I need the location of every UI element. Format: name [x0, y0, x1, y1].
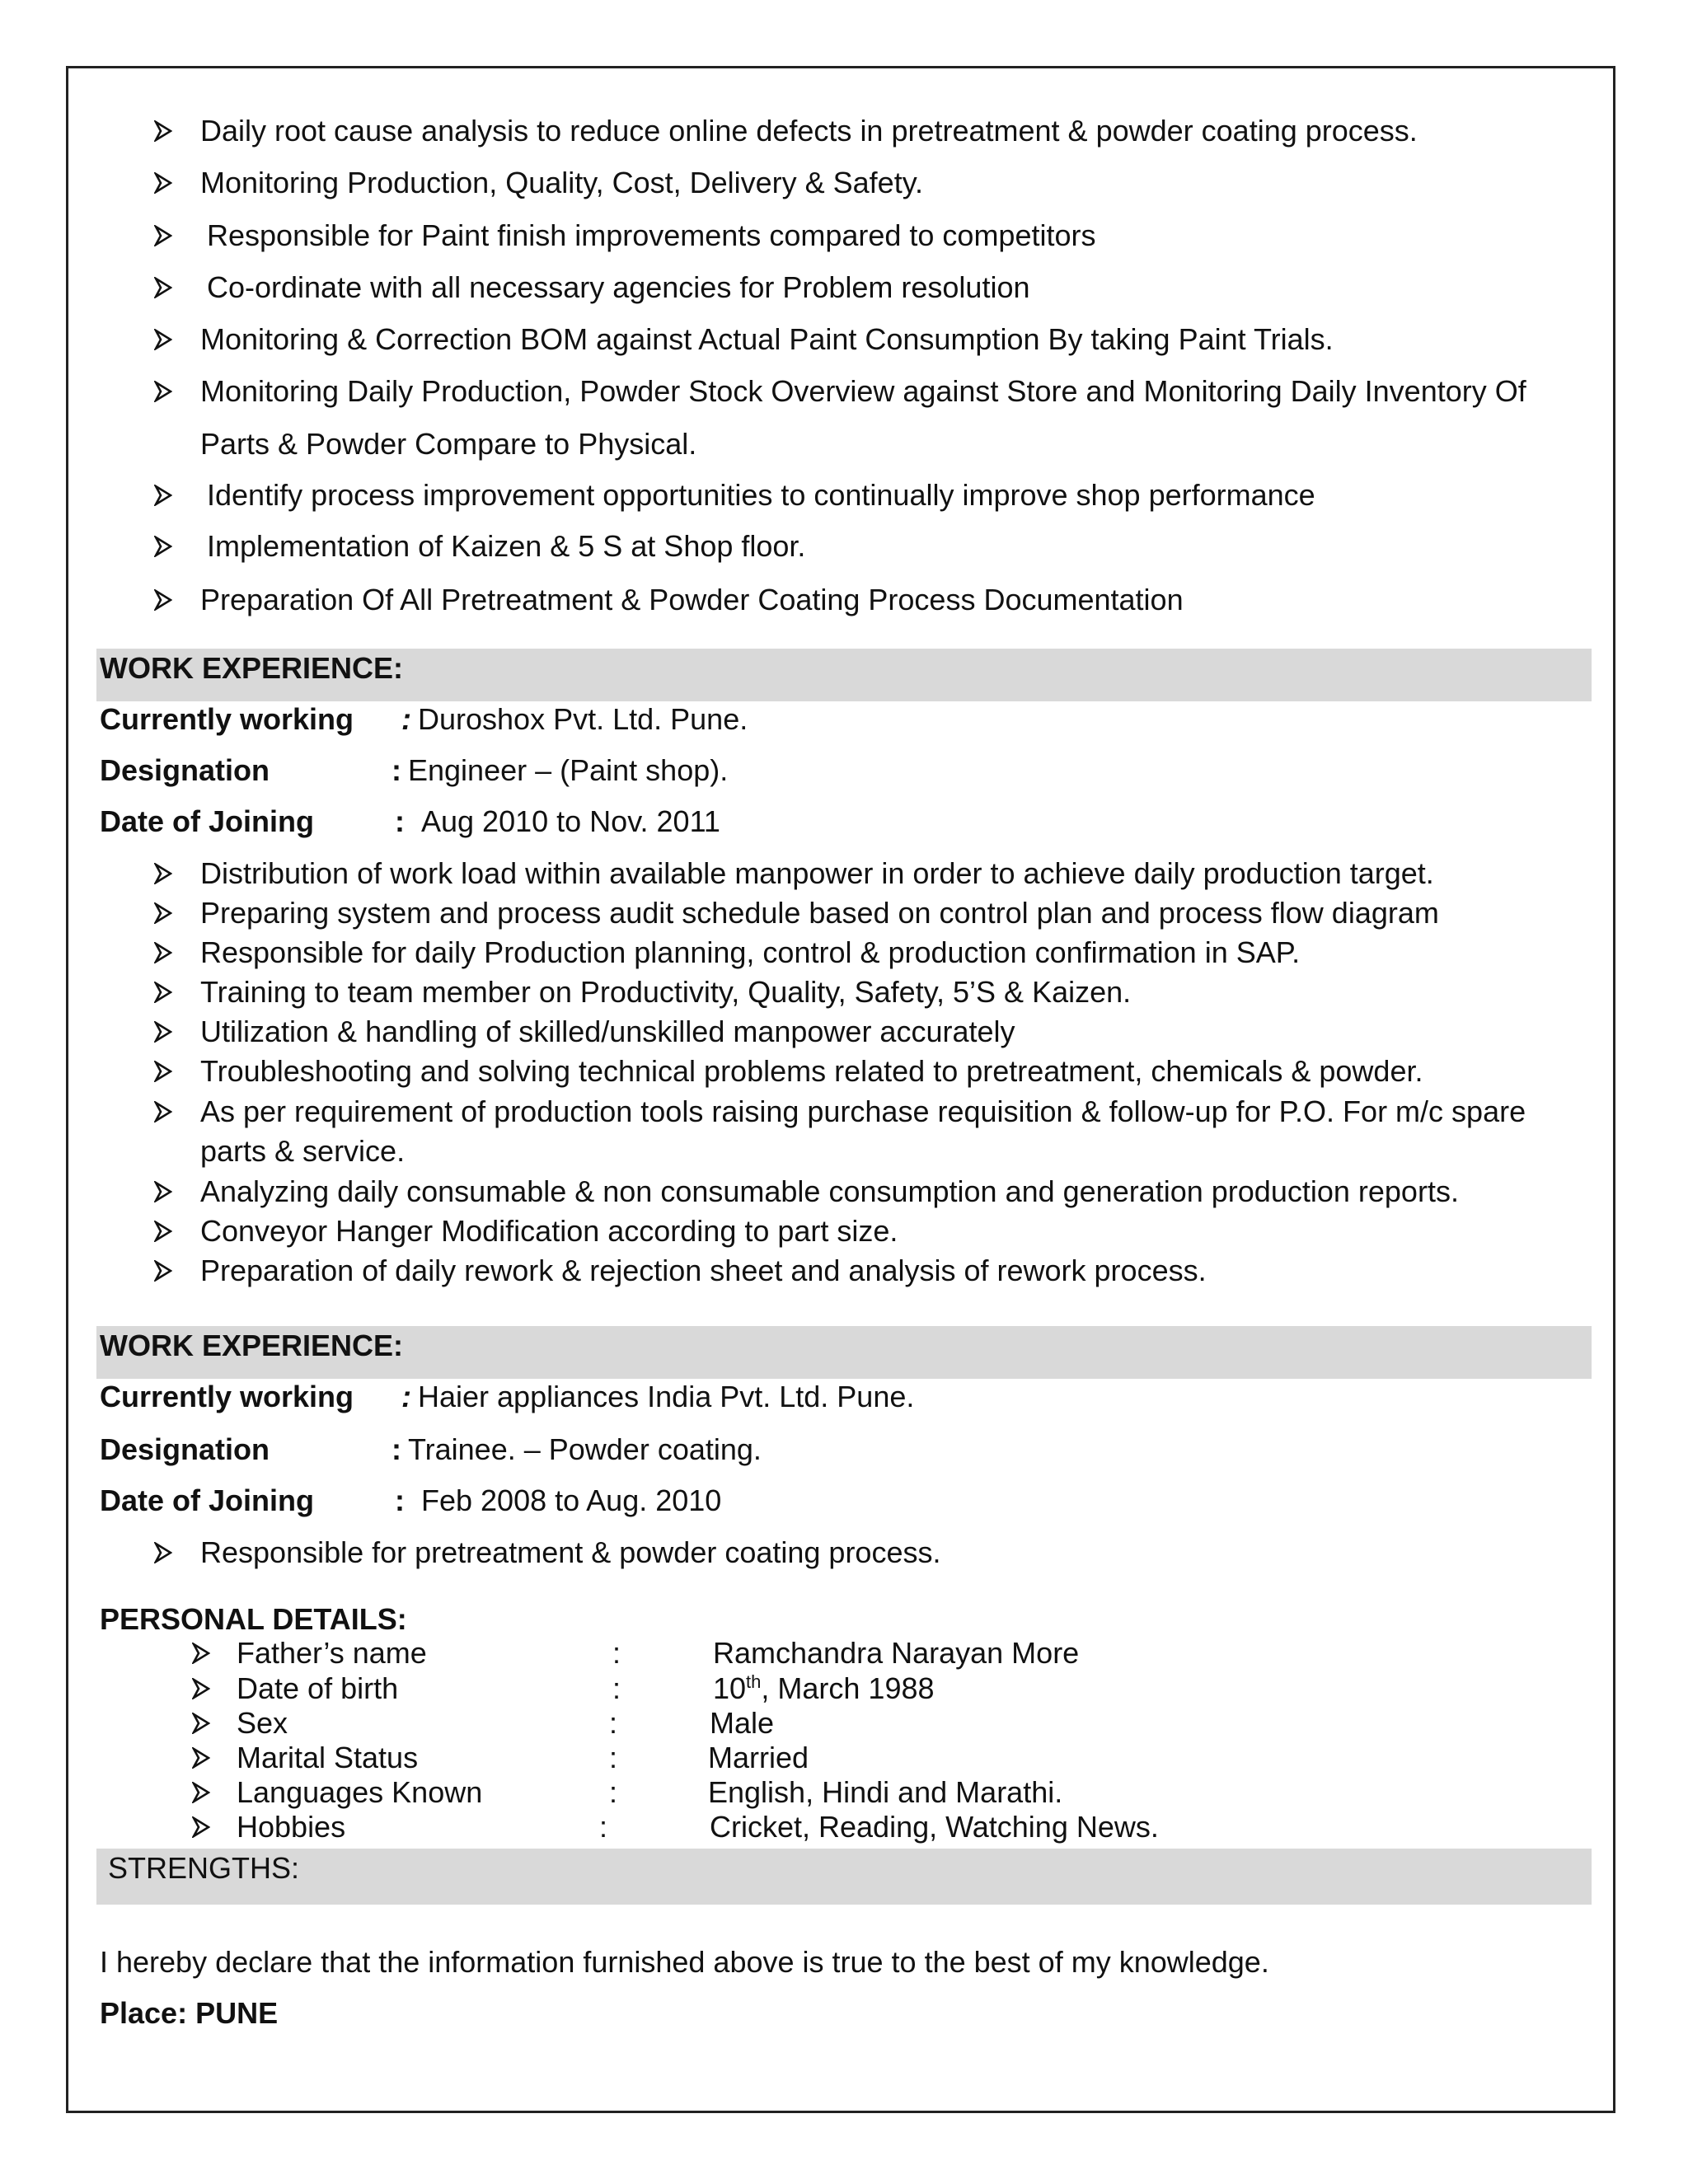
personal-separator: :	[609, 1706, 618, 1740]
personal-separator: :	[599, 1810, 608, 1844]
exp1-bullet-text: Responsible for daily Production planning, control & production confirmation in SAP.	[200, 935, 1301, 969]
arrow-bullet-icon	[154, 982, 172, 1003]
arrow-bullet-icon	[154, 863, 172, 884]
arrow-bullet-icon	[192, 1713, 210, 1734]
arrow-bullet-icon	[154, 1260, 172, 1282]
personal-separator: :	[609, 1741, 618, 1774]
designation-value: Trainee. – Powder coating.	[408, 1432, 762, 1466]
personal-label: Sex	[237, 1706, 288, 1740]
intro-bullet-text: Implementation of Kaizen & 5 S at Shop floor.	[207, 529, 806, 563]
arrow-bullet-icon	[154, 536, 172, 557]
arrow-bullet-icon	[154, 902, 172, 924]
exp1-bullet-text: Conveyor Hanger Modification according to part size.	[200, 1214, 898, 1248]
exp1-bullet-text: Preparing system and process audit schedule based on control plan and process flow diagram	[200, 896, 1439, 930]
intro-bullet-text: Identify process improvement opportunities to continually improve shop performance	[207, 478, 1315, 512]
company-separator: :	[401, 702, 411, 736]
personal-value	[713, 1671, 935, 1707]
personal-label: Hobbies	[237, 1810, 346, 1844]
doj-label: Date of Joining	[100, 1483, 314, 1517]
personal-value: Male	[710, 1706, 775, 1740]
place-label: Place:	[100, 1996, 188, 2030]
doj-separator: :	[395, 1483, 405, 1517]
personal-value: Married	[708, 1741, 809, 1774]
arrow-bullet-icon	[154, 1181, 172, 1202]
personal-label: Date of birth	[237, 1671, 399, 1705]
arrow-bullet-icon	[154, 120, 172, 142]
arrow-bullet-icon	[154, 942, 172, 963]
arrow-bullet-icon	[154, 485, 172, 506]
personal-value: Ramchandra Narayan More	[713, 1636, 1080, 1670]
section-heading: PERSONAL DETAILS:	[100, 1602, 407, 1636]
arrow-bullet-icon	[154, 381, 172, 402]
place-line	[100, 1995, 278, 2032]
arrow-bullet-icon	[192, 1816, 210, 1838]
arrow-bullet-icon	[154, 1221, 172, 1242]
designation-label: Designation	[100, 753, 270, 787]
company-separator: :	[401, 1380, 411, 1413]
company-label: Currently working	[100, 1380, 354, 1413]
exp1-bullet-text: Utilization & handling of skilled/unskilled manpower accurately	[200, 1015, 1015, 1048]
intro-bullet-text: Monitoring & Correction BOM against Actual Paint Consumption By taking Paint Trials.	[200, 322, 1334, 356]
dob-day: 10	[713, 1671, 747, 1705]
exp1-bullet-text: Troubleshooting and solving technical problems related to pretreatment, chemicals & powder.	[200, 1054, 1423, 1088]
designation-value: Engineer – (Paint shop).	[408, 753, 729, 787]
personal-separator: :	[612, 1671, 621, 1705]
arrow-bullet-icon	[154, 225, 172, 246]
resume-page	[66, 66, 1615, 2113]
arrow-bullet-icon	[154, 172, 172, 194]
exp1-bullet-text: As per requirement of production tools raising purchase requisition & follow-up for P.O. For m/c spare	[200, 1094, 1526, 1128]
section-heading: WORK EXPERIENCE:	[100, 651, 404, 685]
arrow-bullet-icon	[154, 1061, 172, 1082]
intro-bullet-text: Monitoring Daily Production, Powder Stock Overview against Store and Monitoring Daily Inventory Of	[200, 374, 1526, 408]
declaration-text: I hereby declare that the information furnished above is true to the best of my knowledge.	[100, 1945, 1269, 1979]
dob-rest: , March 1988	[761, 1671, 935, 1705]
personal-label: Languages Known	[237, 1775, 483, 1809]
doj-label: Date of Joining	[100, 804, 314, 838]
intro-bullet-continuation: Parts & Powder Compare to Physical.	[200, 427, 697, 461]
intro-bullet-text: Co-ordinate with all necessary agencies for Problem resolution	[207, 270, 1030, 304]
doj-value: Aug 2010 to Nov. 2011	[421, 804, 720, 838]
arrow-bullet-icon	[192, 1678, 210, 1699]
dob-day-suffix: th	[746, 1671, 762, 1692]
exp1-bullet-text: Preparation of daily rework & rejection sheet and analysis of rework process.	[200, 1254, 1207, 1287]
intro-bullet-text: Monitoring Production, Quality, Cost, Delivery & Safety.	[200, 166, 924, 199]
exp1-bullet-continuation: parts & service.	[200, 1134, 406, 1168]
designation-separator: :	[392, 753, 401, 787]
arrow-bullet-icon	[154, 1542, 172, 1563]
place-value: PUNE	[195, 1996, 279, 2030]
arrow-bullet-icon	[154, 1101, 172, 1122]
personal-value: English, Hindi and Marathi.	[708, 1775, 1063, 1809]
section-heading: WORK EXPERIENCE:	[100, 1329, 404, 1362]
arrow-bullet-icon	[192, 1643, 210, 1664]
designation-separator: :	[392, 1432, 401, 1466]
arrow-bullet-icon	[192, 1747, 210, 1769]
personal-label: Marital Status	[237, 1741, 419, 1774]
arrow-bullet-icon	[154, 329, 172, 350]
personal-separator: :	[609, 1775, 618, 1809]
section-heading-band	[96, 1849, 1592, 1905]
exp1-bullet-text: Distribution of work load within available manpower in order to achieve daily production target.	[200, 856, 1434, 890]
doj-separator: :	[395, 804, 405, 838]
intro-bullet-text: Preparation Of All Pretreatment & Powder Coating Process Documentation	[200, 583, 1184, 616]
exp1-bullet-text: Analyzing daily consumable & non consumable consumption and generation production reports.	[200, 1174, 1459, 1208]
personal-separator: :	[612, 1636, 621, 1670]
section-heading: STRENGTHS:	[108, 1851, 300, 1885]
doj-value: Feb 2008 to Aug. 2010	[421, 1483, 722, 1517]
exp1-bullet-text: Training to team member on Productivity, Quality, Safety, 5’S & Kaizen.	[200, 975, 1132, 1009]
intro-bullet-text: Responsible for Paint finish improvements compared to competitors	[207, 218, 1096, 252]
personal-label: Father’s name	[237, 1636, 427, 1670]
arrow-bullet-icon	[154, 589, 172, 611]
intro-bullet-text: Daily root cause analysis to reduce online defects in pretreatment & powder coating process.	[200, 114, 1418, 148]
arrow-bullet-icon	[154, 277, 172, 298]
company-label: Currently working	[100, 702, 354, 736]
company-name: Haier appliances India Pvt. Ltd. Pune.	[418, 1380, 915, 1413]
designation-label: Designation	[100, 1432, 270, 1466]
company-name: Duroshox Pvt. Ltd. Pune.	[418, 702, 748, 736]
personal-value: Cricket, Reading, Watching News.	[710, 1810, 1159, 1844]
arrow-bullet-icon	[192, 1782, 210, 1803]
exp2-bullet-text: Responsible for pretreatment & powder coating process.	[200, 1535, 941, 1569]
arrow-bullet-icon	[154, 1021, 172, 1043]
